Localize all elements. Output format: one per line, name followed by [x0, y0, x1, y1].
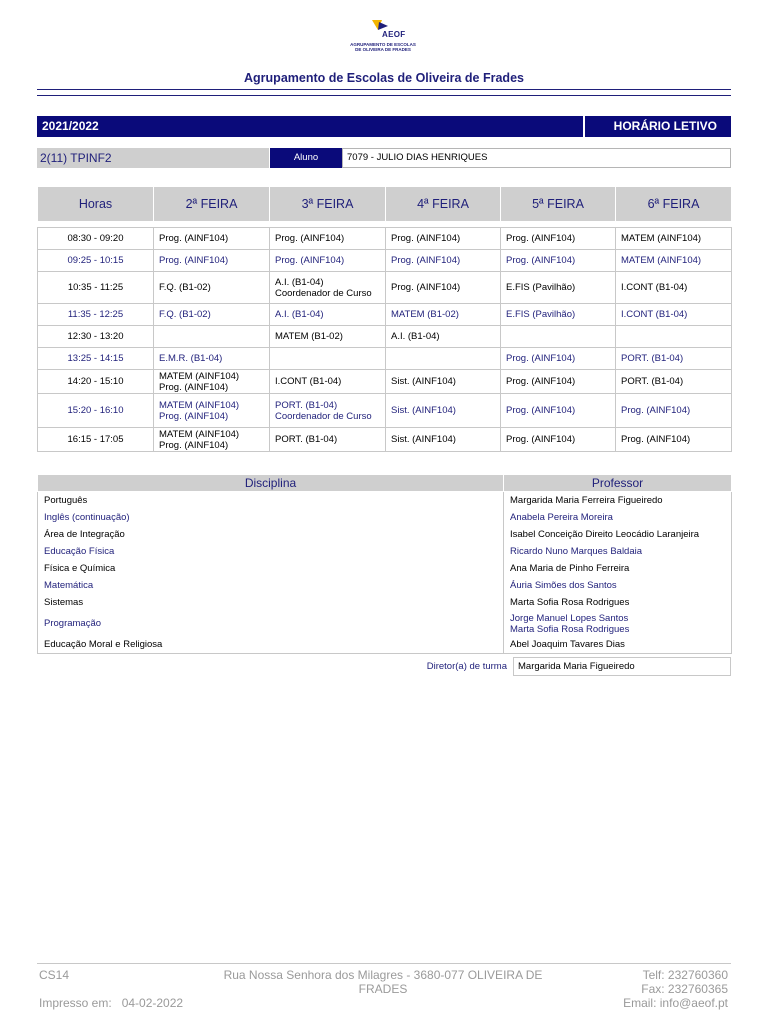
schedule-row	[38, 394, 732, 428]
schedule-row	[38, 326, 732, 348]
discipline-row	[38, 611, 732, 637]
teacher-cell	[504, 577, 732, 594]
schedule-cell	[154, 326, 270, 348]
schedule-row	[38, 428, 732, 452]
schedule-cell	[501, 394, 616, 428]
class-entry: MATEM (AINF104)	[621, 255, 702, 266]
teacher-name: Anabela Pereira Moreira	[510, 511, 613, 523]
teacher-name: Áuria Simões dos Santos	[510, 579, 617, 591]
time-slot: 14:20 - 15:10	[38, 370, 154, 394]
schedule-cell	[154, 428, 270, 452]
teacher-cell	[504, 526, 732, 543]
schedule-cell	[616, 304, 732, 326]
footer-printed	[39, 996, 183, 1010]
disciplines-body	[38, 492, 732, 654]
teacher-name: Marta Sofia Rosa Rodrigues	[510, 623, 630, 635]
discipline-name: Inglês (continuação)	[44, 511, 130, 523]
class-entry: MATEM (B1-02)	[391, 309, 459, 320]
class-entry: Prog. (AINF104)	[159, 381, 229, 393]
discipline-name: Programação	[44, 618, 102, 629]
class-entry: F.Q. (B1-02)	[159, 282, 211, 293]
discipline-name: Educação Moral e Religiosa	[44, 639, 163, 651]
class-name: 2(11) TPINF2	[37, 148, 269, 168]
schedule-cell	[501, 326, 616, 348]
schedule-cell	[154, 272, 270, 304]
class-entry: Prog. (AINF104)	[506, 434, 576, 445]
teacher-name: Ricardo Nuno Marques Baldaia	[510, 545, 643, 557]
schedule-cell	[154, 250, 270, 272]
class-entry: Prog. (AINF104)	[506, 376, 576, 387]
class-entry: I.CONT (B1-04)	[275, 376, 342, 387]
class-entry: Prog. (AINF104)	[506, 353, 576, 364]
header-tuesday: 3ª FEIRA	[270, 187, 386, 222]
class-entry: MATEM (AINF104)	[621, 233, 702, 244]
class-entry: MATEM (AINF104)	[159, 428, 240, 440]
teacher-name: Isabel Conceição Direito Leocádio Laranjeira	[510, 528, 700, 540]
teacher-name: Ana Maria de Pinho Ferreira	[510, 562, 630, 574]
class-entry: MATEM (AINF104)	[159, 399, 240, 411]
class-entry: Prog. (AINF104)	[159, 255, 229, 266]
disciplines-header-row	[38, 475, 732, 492]
class-director-value: Margarida Maria Figueiredo	[513, 657, 731, 676]
header-divider	[37, 89, 731, 90]
schedule-row	[38, 228, 732, 250]
schedule-row	[38, 272, 732, 304]
class-entry: MATEM (B1-02)	[275, 331, 343, 342]
teacher-cell	[504, 492, 732, 509]
schedule-cell	[386, 228, 501, 250]
document-type: HORÁRIO LETIVO	[585, 116, 731, 137]
schedule-cell	[501, 304, 616, 326]
class-entry: Prog. (AINF104)	[275, 233, 345, 244]
discipline-row	[38, 492, 732, 509]
school-title: Agrupamento de Escolas de Oliveira de Frades	[244, 71, 524, 85]
schedule-cell	[386, 326, 501, 348]
time-slot: 11:35 - 12:25	[38, 304, 154, 326]
class-entry: Sist. (AINF104)	[391, 405, 456, 416]
header-divider	[37, 95, 731, 96]
class-entry: Sist. (AINF104)	[391, 434, 456, 445]
schedule-cell	[270, 394, 386, 428]
teacher-cell	[504, 611, 732, 637]
class-entry: PORT. (B1-04)	[621, 353, 684, 364]
teacher-name: Margarida Maria Ferreira Figueiredo	[510, 494, 663, 506]
schedule-table	[37, 186, 732, 452]
schedule-cell	[270, 348, 386, 370]
schedule-cell	[270, 428, 386, 452]
discipline-name: Sistemas	[44, 596, 84, 608]
discipline-name: Educação Física	[44, 545, 115, 557]
class-entry: E.M.R. (B1-04)	[159, 353, 223, 364]
class-entry: Prog. (AINF104)	[391, 233, 461, 244]
schedule-cell	[386, 348, 501, 370]
discipline-row	[38, 637, 732, 654]
teacher-name: Jorge Manuel Lopes Santos	[510, 612, 629, 624]
time-slot: 10:35 - 11:25	[38, 272, 154, 304]
schedule-cell	[386, 394, 501, 428]
class-entry: A.I. (B1-04)	[275, 309, 324, 320]
discipline-row	[38, 594, 732, 611]
class-entry: Prog. (AINF104)	[621, 405, 691, 416]
footer-email: Email: info@aeof.pt	[623, 996, 728, 1010]
footer-phone: Telf: 232760360	[642, 968, 728, 982]
schedule-cell	[501, 348, 616, 370]
class-entry: Coordenador de Curso	[275, 287, 372, 299]
teacher-name: Abel Joaquim Tavares Dias	[510, 639, 625, 651]
schedule-cell	[154, 370, 270, 394]
schedule-cell	[501, 228, 616, 250]
discipline-name: Área de Integração	[44, 528, 125, 540]
discipline-name: Matemática	[44, 579, 94, 591]
class-entry: I.CONT (B1-04)	[621, 309, 688, 320]
header-thursday: 5ª FEIRA	[501, 187, 616, 222]
schedule-row	[38, 348, 732, 370]
time-slot: 09:25 - 10:15	[38, 250, 154, 272]
class-director-label: Diretor(a) de turma	[426, 661, 507, 672]
class-entry: Prog. (AINF104)	[159, 410, 229, 422]
teacher-cell	[504, 637, 732, 654]
schedule-row	[38, 250, 732, 272]
school-year: 2021/2022	[37, 116, 583, 137]
schedule-cell	[386, 304, 501, 326]
schedule-cell	[501, 370, 616, 394]
class-entry: Prog. (AINF104)	[506, 233, 576, 244]
time-slot: 13:25 - 14:15	[38, 348, 154, 370]
schedule-cell	[154, 348, 270, 370]
schedule-cell	[270, 250, 386, 272]
time-slot: 15:20 - 16:10	[38, 394, 154, 428]
class-entry: Prog. (AINF104)	[391, 282, 461, 293]
teacher-cell	[504, 543, 732, 560]
printed-label: Impresso em:	[39, 996, 112, 1010]
class-entry: E.FIS (Pavilhão)	[506, 282, 576, 293]
class-entry: Coordenador de Curso	[275, 410, 372, 422]
time-slot: 16:15 - 17:05	[38, 428, 154, 452]
class-entry: E.FIS (Pavilhão)	[506, 309, 576, 320]
teacher-name: Marta Sofia Rosa Rodrigues	[510, 596, 630, 608]
header-hours: Horas	[38, 187, 154, 222]
schedule-cell	[154, 304, 270, 326]
class-entry: A.I. (B1-04)	[275, 276, 324, 288]
schedule-cell	[270, 370, 386, 394]
schedule-cell	[616, 394, 732, 428]
schedule-row	[38, 370, 732, 394]
schedule-cell	[616, 326, 732, 348]
schedule-cell	[270, 326, 386, 348]
class-entry: F.Q. (B1-02)	[159, 309, 211, 320]
schedule-cell	[386, 250, 501, 272]
header-friday: 6ª FEIRA	[616, 187, 732, 222]
schedule-cell	[386, 428, 501, 452]
class-entry: Prog. (AINF104)	[159, 439, 229, 451]
class-entry: PORT. (B1-04)	[275, 399, 338, 411]
student-value: 7079 - JULIO DIAS HENRIQUES	[342, 148, 731, 168]
class-entry: Prog. (AINF104)	[621, 434, 691, 445]
class-entry: A.I. (B1-04)	[391, 331, 440, 342]
schedule-cell	[154, 394, 270, 428]
schedule-cell	[270, 272, 386, 304]
schedule-cell	[386, 272, 501, 304]
school-logo	[348, 20, 418, 56]
discipline-name: Português	[44, 494, 88, 506]
class-entry: Prog. (AINF104)	[391, 255, 461, 266]
class-entry: Prog. (AINF104)	[159, 233, 229, 244]
class-entry: Prog. (AINF104)	[506, 405, 576, 416]
class-entry: PORT. (B1-04)	[621, 376, 684, 387]
schedule-cell	[616, 250, 732, 272]
schedule-cell	[386, 370, 501, 394]
class-entry: Sist. (AINF104)	[391, 376, 456, 387]
header-discipline: Disciplina	[38, 475, 504, 492]
disciplines-table	[37, 474, 732, 654]
schedule-body	[38, 222, 732, 452]
discipline-row	[38, 577, 732, 594]
schedule-cell	[501, 272, 616, 304]
schedule-row	[38, 304, 732, 326]
footer-contact	[560, 968, 728, 1010]
time-slot: 08:30 - 09:20	[38, 228, 154, 250]
class-entry: Prog. (AINF104)	[275, 255, 345, 266]
teacher-cell	[504, 509, 732, 526]
schedule-cell	[616, 228, 732, 250]
logo-subtitle: AGRUPAMENTO DE ESCOLAS DE OLIVEIRA DE FRADES	[350, 42, 416, 52]
schedule-cell	[154, 228, 270, 250]
printed-date: 04-02-2022	[121, 996, 184, 1010]
schedule-cell	[501, 250, 616, 272]
class-entry: PORT. (B1-04)	[275, 434, 338, 445]
schedule-cell	[616, 370, 732, 394]
class-entry: I.CONT (B1-04)	[621, 282, 688, 293]
logo-text: AEOF	[382, 30, 406, 39]
discipline-row	[38, 526, 732, 543]
schedule-cell	[270, 304, 386, 326]
footer-code: CS14	[39, 968, 70, 982]
header-professor: Professor	[504, 475, 732, 492]
schedule-header-row	[38, 187, 732, 222]
discipline-row	[38, 560, 732, 577]
schedule-cell	[616, 272, 732, 304]
teacher-cell	[504, 560, 732, 577]
class-entry: MATEM (AINF104)	[159, 370, 240, 382]
schedule-cell	[501, 428, 616, 452]
footer-address: Rua Nossa Senhora dos Milagres - 3680-077 OLIVEIRA DE FRADES	[223, 968, 543, 996]
student-label: Aluno	[270, 148, 342, 168]
discipline-row	[38, 509, 732, 526]
schedule-cell	[616, 428, 732, 452]
teacher-cell	[504, 594, 732, 611]
time-slot: 12:30 - 13:20	[38, 326, 154, 348]
discipline-name: Física e Química	[44, 562, 116, 574]
schedule-cell	[616, 348, 732, 370]
footer-fax: Fax: 232760365	[641, 982, 728, 996]
schedule-cell	[270, 228, 386, 250]
header-wednesday: 4ª FEIRA	[386, 187, 501, 222]
footer-divider	[37, 963, 731, 964]
header-monday: 2ª FEIRA	[154, 187, 270, 222]
discipline-row	[38, 543, 732, 560]
class-entry: Prog. (AINF104)	[506, 255, 576, 266]
